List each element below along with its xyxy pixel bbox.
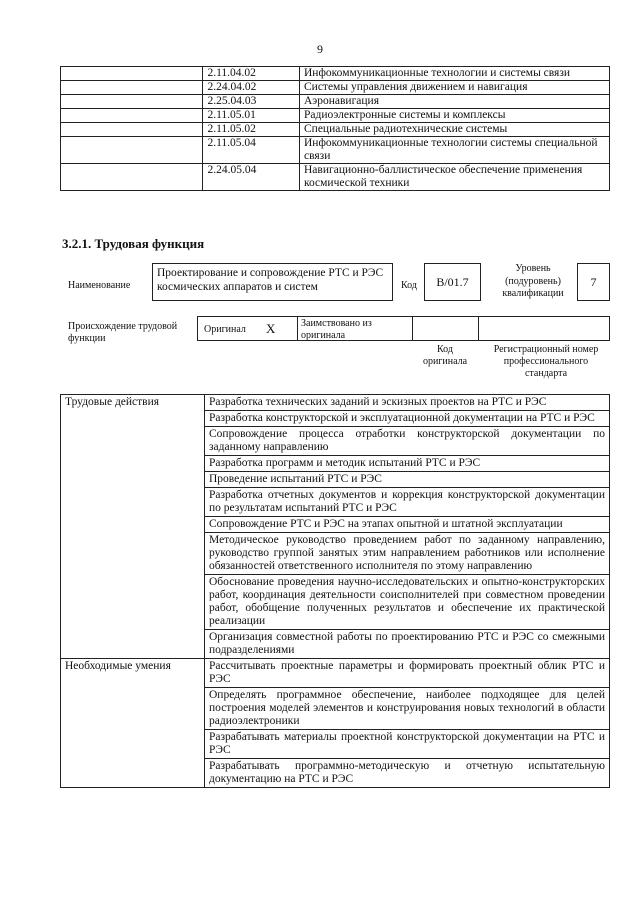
code-label: Код [401,280,417,291]
specialty-codes-table [60,66,610,191]
name-cell: Аэронавигация [300,95,610,109]
code-cell: 2.11.04.02 [203,67,300,81]
empty-cell [61,137,203,164]
labor-action-item: Обоснование проведения научно-исследовательских и опытно-конструкторских работ, координация деятельности соисполнителей при совместном проведении работ, обобщение полученных результатов и обеспечение их практической реализации [205,575,610,630]
empty-cell [61,109,203,123]
empty-cell [61,95,203,109]
labor-action-item: Разработка технических заданий и эскизных проектов на РТС и РЭС [205,395,610,411]
empty-cell [61,67,203,81]
table-row [61,137,610,164]
origin-label: Происхождение трудовой функции [68,321,178,344]
table-row [61,81,610,95]
function-name-box: Проектирование и сопровождение РТС и РЭС космических аппаратов и систем [152,263,393,301]
level-value-box: 7 [577,263,610,301]
labor-action-item: Сопровождение РТС и РЭС на этапах опытной и штатной эксплуатации [205,517,610,533]
labor-action-item: Проведение испытаний РТС и РЭС [205,472,610,488]
labor-action-item: Методическое руководство проведением работ по заданному направлению, руководство группой занятых этим направлением работников или исполнение обязанностей ответственного исполнителя по этому направлению [205,533,610,575]
table-row [61,109,610,123]
function-code-box: B/01.7 [424,263,481,301]
name-cell: Инфокоммуникационные технологии и системы связи [300,67,610,81]
table-row [61,164,610,191]
function-details-table [60,394,610,788]
borrowed-label: Заимствовано из оригинала [301,318,372,341]
original-mark: X [266,321,276,336]
section-title: 3.2.1. Трудовая функция [62,236,205,251]
table-row [61,123,610,137]
skill-item: Рассчитывать проектные параметры и формировать проектный облик РТС и РЭС [205,659,610,688]
page-number: 9 [317,42,323,56]
labor-action-item: Сопровождение процесса отработки конструкторской документации по заданному направлению [205,427,610,456]
labor-action-item: Разработка отчетных документов и коррекция конструкторской документации по результатам испытаний РТС и РЭС [205,488,610,517]
level-label: Уровень (подуровень) квалификации [502,263,564,299]
skill-item: Разрабатывать материалы проектной конструкторской документации на РТС и РЭС [205,730,610,759]
empty-cell [61,123,203,137]
name-cell: Радиоэлектронные системы и комплексы [300,109,610,123]
skill-item: Разрабатывать программно-методическую и отчетную испытательную документацию на РТС и РЭС [205,759,610,788]
name-cell: Навигационно-баллистическое обеспечение применения космической техники [300,164,610,191]
code-cell: 2.25.04.03 [203,95,300,109]
table-row [61,67,610,81]
labor-action-item: Разработка программ и методик испытаний РТС и РЭС [205,456,610,472]
name-label: Наименование [68,280,131,291]
code-cell: 2.24.04.02 [203,81,300,95]
skill-item: Определять программное обеспечение, наиболее подходящее для целей построения моделей элементов и конструирования новых технологий в области радиоэлектроники [205,688,610,730]
required-skills-label: Необходимые умения [61,659,205,788]
name-cell: Инфокоммуникационные технологии системы специальной связи [300,137,610,164]
name-cell: Системы управления движением и навигация [300,81,610,95]
code-cell: 2.11.05.02 [203,123,300,137]
labor-action-item: Разработка конструкторской и эксплуатационной документации на РТС и РЭС [205,411,610,427]
labor-actions-label: Трудовые действия [61,395,205,659]
code-cell: 2.11.05.04 [203,137,300,164]
divider [478,316,479,341]
divider [412,316,413,341]
origin-code-caption: Код оригинала [422,344,468,367]
registration-caption: Регистрационный номер профессионального стандарта [493,344,599,379]
empty-cell [61,81,203,95]
code-cell: 2.24.05.04 [203,164,300,191]
table-row [61,659,610,688]
original-label: Оригинал [204,324,246,335]
empty-cell [61,164,203,191]
table-row [61,395,610,411]
name-cell: Специальные радиотехнические системы [300,123,610,137]
labor-action-item: Организация совместной работы по проектированию РТС и РЭС со смежными подразделениями [205,630,610,659]
code-cell: 2.11.05.01 [203,109,300,123]
table-row [61,95,610,109]
divider [297,316,298,341]
